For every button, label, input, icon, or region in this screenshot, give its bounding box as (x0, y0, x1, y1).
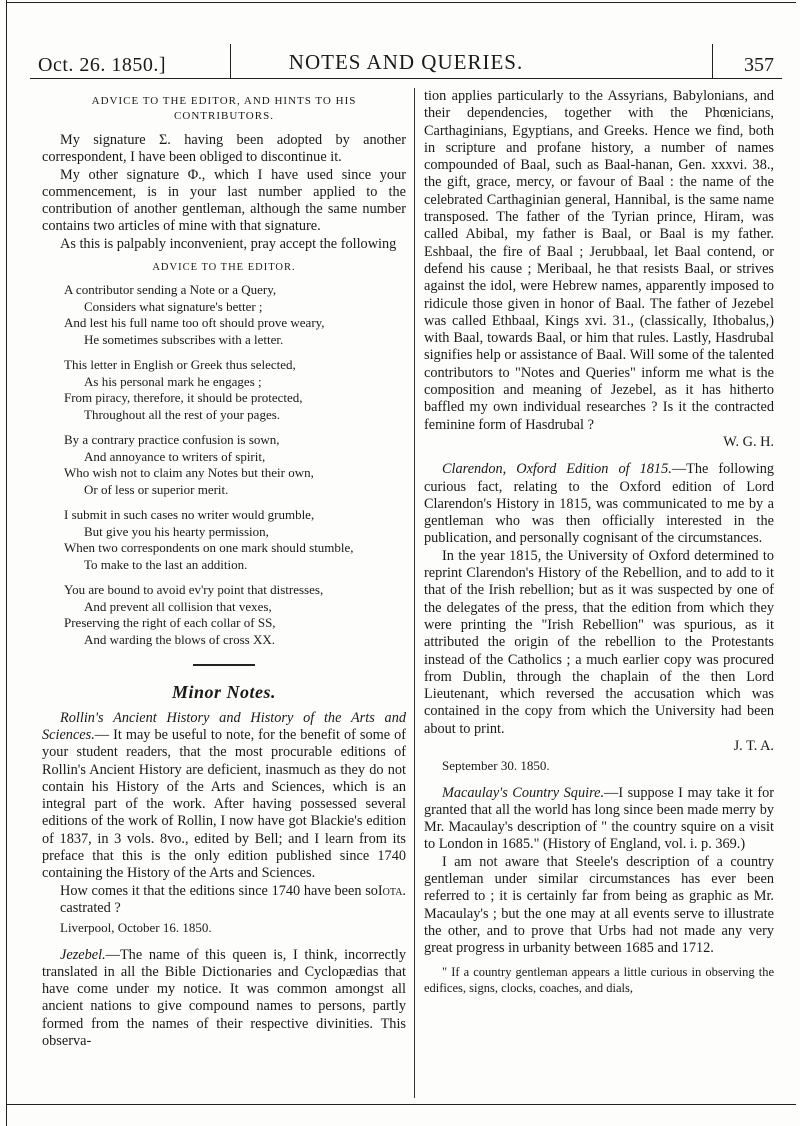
clarendon-paragraph-2: In the year 1815, the University of Oxford determined to reprint Clarendon's History of the Rebellion, and to add to it that of the Irish rebellion; but as it was suspected by one of the delegates of the press, that the edition from which they were printing the "Irish Rebellion" was spurious, as it attributed the origin of the rebellion to the Protestants instead of the Catholics ; a much earlier copy was procured from Dublin, through the chaplain of the then Lord Lieutenant, which reversed the accusation which was contained in the copy from which the University had been about to print. (424, 547, 774, 737)
poem-line: Who wish not to claim any Notes but their own, (64, 465, 314, 481)
left-margin-rule (6, 0, 7, 1126)
jezebel-title: Jezebel. (60, 946, 106, 963)
poem-line: And warding the blows of cross XX. (84, 631, 276, 647)
poem-line: And prevent all collision that vexes, (84, 598, 272, 614)
poem-line: To make to the last an addition. (84, 556, 248, 572)
column-divider (414, 88, 415, 1098)
poem (64, 282, 406, 648)
poem-line: He sometimes subscribes with a letter. (84, 331, 284, 347)
poem-line: This letter in English or Greek thus selected, (64, 357, 296, 373)
poem-stanza (64, 357, 406, 423)
poem-stanza (64, 582, 406, 648)
poem-line: A contributor sending a Note or a Query, (64, 282, 277, 298)
poem-line: And annoyance to writers of spirit, (84, 448, 266, 464)
poem-line: Throughout all the rest of your pages. (84, 406, 281, 422)
poem-line: You are bound to avoid ev'ry point that distresses, (64, 582, 324, 598)
minor-notes-heading: Minor Notes. (171, 682, 276, 703)
poem-stanza (64, 432, 406, 498)
poem-line: When two correspondents on one mark should stumble, (64, 540, 354, 556)
clarendon-note (424, 461, 774, 547)
rollin-note (42, 710, 406, 883)
advice-paragraph-1: My signature Σ. having been adopted by another correspondent, I have been obliged to discontinue it. (42, 132, 406, 166)
jezebel-text: —The name of this queen is, I think, incorrectly translated in all the Bible Dictionaries and Cyclopædias that have come under my notice. It was common amongst all ancient nations to give compound names to persons, partly formed from the names of their respective divinities. This observa- (42, 946, 406, 1050)
jezebel-signature: W. G. H. (723, 433, 774, 450)
left-column (42, 88, 406, 1050)
rollin-text: — It may be useful to note, for the benefit of some of your student readers, that the most procurable editions of Rollin's Ancient History are deficient, inasmuch as they do not contain his History of the Arts and Sciences, which is an integral part of the work. After having possessed several editions of the work of Rollin, I now have got Blackie's edition of 1837, in 3 vols. 8vo., edited by Bell; and I learn from its preface that this is the only edition published since 1740 containing the History of the Arts and Sciences. (42, 726, 406, 882)
clarendon-title: Clarendon, Oxford Edition of 1815. (442, 461, 672, 478)
poem-line: By a contrary practice confusion is sown, (64, 432, 280, 448)
rollin-signature-row (42, 883, 406, 918)
rollin-question: How comes it that the editions since 1740 have been so castrated ? (60, 882, 378, 916)
advice-paragraph-3: As this is palpably inconvenient, pray accept the following (60, 235, 397, 252)
clarendon-dateline: September 30. 1850. (442, 758, 550, 774)
section-separator (193, 664, 255, 666)
page-header (30, 44, 782, 80)
poem-title: ADVICE TO THE EDITOR. (152, 262, 296, 274)
right-column (424, 88, 774, 996)
poem-line: And lest his full name too oft should prove weary, (64, 315, 325, 331)
advice-heading: ADVICE TO THE EDITOR, AND HINTS TO HIS CONTRIBUTORS. (91, 95, 357, 122)
header-date: Oct. 26. 1850.] (38, 54, 167, 76)
rollin-title: Rollin's Ancient History and History of the Arts and Sciences. (42, 709, 406, 743)
macaulay-note (424, 785, 774, 854)
header-title: NOTES AND QUERIES. (288, 50, 524, 74)
poem-stanza (64, 507, 406, 573)
poem-line: Preserving the right of each collar of SS, (64, 615, 276, 631)
poem-line: Or of less or superior merit. (84, 481, 229, 497)
poem-line: But give you his hearty permission, (84, 523, 269, 539)
header-divider-right (712, 44, 713, 78)
poem-stanza (64, 282, 406, 348)
clarendon-signature: J. T. A. (733, 737, 774, 754)
rollin-dateline: Liverpool, October 16. 1850. (60, 920, 212, 936)
clarendon-text: —The following curious fact, relating to the Oxford edition of Lord Clarendon's History in 1815, was communicated to me by a gentleman who was then officially interested in the publication, and personally cognisant of the circumstances. (424, 461, 774, 547)
macaulay-text: —I suppose I may take it for granted that all the world has long since been made merry by Mr. Macaulay's description of " the country squire on a visit to London in 1685." (History of England, vol. i. p. 369.) (424, 784, 775, 853)
advice-paragraph-2: My other signature Φ., which I have used since your commencement, is in your last number applied to the contribution of another gentleman, although the same number contains two articles of mine with that signature. (42, 166, 406, 235)
page-number: 357 (744, 54, 774, 76)
poem-line: I submit in such cases no writer would grumble, (64, 507, 315, 523)
jezebel-note (42, 947, 406, 1051)
bottom-margin-rule (6, 1104, 796, 1105)
poem-line: As his personal mark he engages ; (84, 373, 262, 389)
header-rule (30, 78, 782, 79)
rollin-signature: Iota. (377, 882, 406, 899)
jezebel-continuation: tion applies particularly to the Assyrians, Babylonians, and their dependencies, together with the Phœnicians, Carthaginians, Egyptians, and Greeks. Hence we find, both in scripture and profane history, a number of names compounded of Baal, such as Baal-hanan, Gen. xxxvi. 38., the gift, grace, mercy, or favour of Baal : the name of the celebrated Carthaginian general, Hannibal, is the same name transposed. The father of the Tyrian prince, Hiram, was called Abibal, my father is Baal, or Baal is my father. Eshbaal, the fire of Baal ; Jerubbaal, let Baal contend, or defend his cause ; Meribaal, he that resists Baal, or strives against the idol, were Hebrew names, apparently imposed to ridicule those given in honor of Baal. The father of Jezebel was called Ethbaal, Kings xvi. 31., (classically, Ithobalus,) with Baal, towards Baal, or him that rules. Lastly, Hasdrubal signifies help or assistance of Baal. Will some of the talented contributors to "Notes and Queries" inform me what is the composition and meaning of Jezebel, as it has hitherto baffled my own individual researches ? Is it the contracted feminine form of Hasdrubal ? (424, 88, 774, 433)
macaulay-title: Macaulay's Country Squire. (442, 784, 605, 801)
macaulay-paragraph-2: I am not aware that Steele's description of a country gentleman under similar circumstances has ever been referred to ; it is certainly far from being as graphic as Mr. Macaulay's ; but the one may at all events serve to illustrate the other, and to prove that Urbs had not made any very great progress in urbanity between 1685 and 1712. (424, 853, 774, 957)
steele-quote: " If a country gentleman appears a little curious in observing the edifices, signs, clocks, coaches, and dials, (424, 964, 774, 995)
poem-line: From piracy, therefore, it should be protected, (64, 390, 303, 406)
poem-line: Considers what signature's better ; (84, 298, 263, 314)
top-margin-rule (6, 2, 796, 3)
